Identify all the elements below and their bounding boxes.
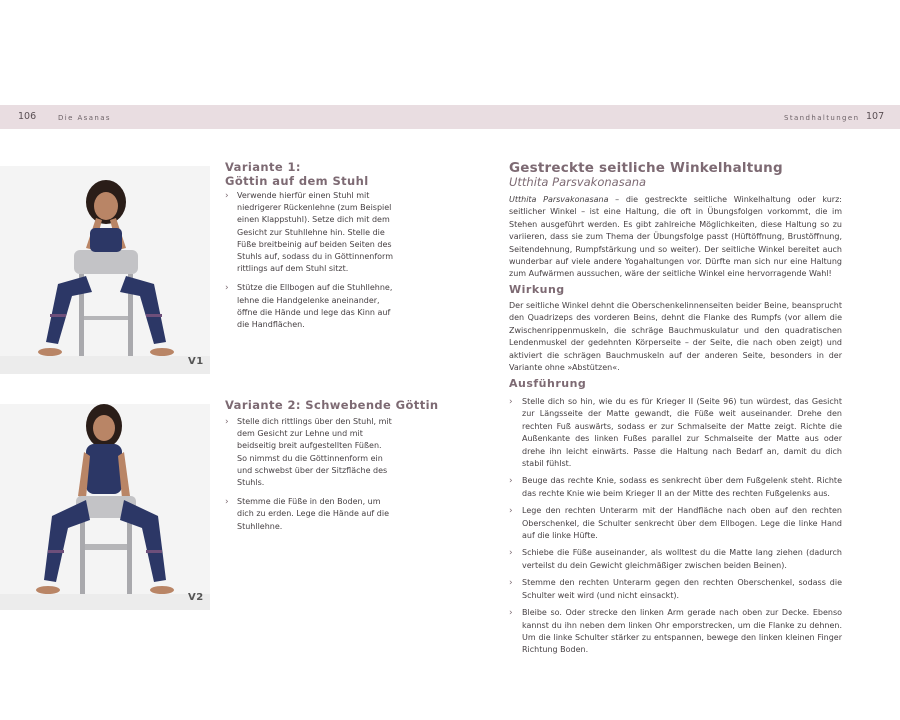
photo-variant-1	[0, 166, 210, 374]
list-item: › Bleibe so. Oder strecke den linken Arm gerade nach oben zur Decke. Ebenso kannst du ihn neben dem linken Ohr emporstrecken, um die Flanke zu dehnen. Um die linke Schulter stärker zu entspannen, bewege den linken kleinen Finger Richtung Boden.	[509, 607, 842, 657]
variant-1-steps	[225, 190, 393, 338]
ausfuehrung-steps	[509, 396, 842, 662]
goddess-chair-figure-2	[0, 404, 210, 610]
list-item: › Verwende hierfür einen Stuhl mit niedrigerer Rückenlehne (zum Beispiel einen Klappstuhl). Setze dich mit dem Gesicht zur Stuhllehne hin. Stelle die Füße breitbeinig auf beiden Seiten des Stuhls auf, sodass du in Göttinnenform rittlings auf dem Stuhl sitzt.	[225, 190, 393, 275]
list-item: › Lege den rechten Unterarm mit der Handfläche nach oben auf den rechten Oberschenkel, die Schulter senkrecht über dem Ellbogen. Lege die linke Hand auf die linke Hüfte.	[509, 505, 842, 542]
list-item: › Stemme den rechten Unterarm gegen den rechten Oberschenkel, sodass die Schulter weit wird (und nicht einsackt).	[509, 577, 842, 602]
variant-1-title-line2: Göttin auf dem Stuhl	[225, 174, 369, 188]
right-page-number: 107	[866, 111, 885, 122]
intro-paragraph	[509, 194, 842, 281]
list-item: › Beuge das rechte Knie, sodass es senkrecht über dem Fußgelenk steht. Richte das rechte Knie wie beim Krieger II an der Mitte des rechten Fußgelenks aus.	[509, 475, 842, 500]
header-band	[0, 105, 900, 129]
variant-2-steps	[225, 416, 393, 540]
wirkung-paragraph: Der seitliche Winkel dehnt die Oberschenkelinnenseiten beider Beine, beansprucht den Quadrizeps des vorderen Beins, dehnt die Flanke des Rumpfs (vor allem die Zwischenrippenmuskeln, die schräge Bauchmuskulatur und den quadratischen Lendenmuskel der gedehnten Körperseite – der Seite, die nach oben zeigt) und aktiviert die schrägen Bauchmuskeln auf der anderen Seite, besonders in der Variante ohne »Abstützen«.	[509, 301, 842, 373]
photo-label-v1: V1	[188, 356, 204, 367]
ausfuehrung-heading: Ausführung	[509, 377, 587, 390]
wirkung-heading: Wirkung	[509, 283, 565, 296]
list-item: › Stelle dich so hin, wie du es für Krieger II (Seite 96) tun würdest, das Gesicht zur Längsseite der Matte gewandt, die Füße weit auseinander. Drehe den rechten Fuß auswärts, sodass er zur Schmalseite der Matte zeigt. Richte die Außenkante des linken Fußes parallel zur Schmalseite der Matte aus oder drehe ihn leicht einwärts. Passe die Haltung nach Bedarf an, damit du dich stabil fühlst.	[509, 396, 842, 470]
photo-label-v2: V2	[188, 592, 204, 603]
left-page-number: 106	[18, 111, 37, 122]
intro-text: – die gestreckte seitliche Winkelhaltung oder kurz: seitlicher Winkel – ist eine Haltung, die oft in Übungsfolgen vorkommt, die im Stehen ausgeführt werden. Es gibt zahlreiche Möglichkeiten, diese Haltung so zu variieren, dass sie zum Thema der Übungsfolge passt (Hüftöffnung, Brustöffnung, Seitendehnung, Rumpfstärkung und so weiter). Der seitliche Winkel bereitet auch wunderbar auf viele andere Yogahaltungen vor. Dürfte man sich nur eine Haltung zum Aufwärmen aussuchen, wäre der seitliche Winkel eine hervorragende Wahl!	[509, 195, 842, 279]
intro-italic: Utthita Parsvakonasana	[509, 195, 609, 204]
variant-1-title	[225, 160, 369, 188]
right-running-head: Standhaltungen	[784, 114, 860, 122]
page-subtitle: Utthita Parsvakonasana	[509, 175, 647, 189]
left-running-head: Die Asanas	[58, 114, 111, 122]
variant-2-title: Variante 2: Schwebende Göttin	[225, 398, 439, 412]
list-item: › Stemme die Füße in den Boden, um dich zu erden. Lege die Hände auf die Stuhllehne.	[225, 496, 393, 533]
list-item: › Stelle dich rittlings über den Stuhl, mit dem Gesicht zur Lehne und mit beidseitig breit aufgestellten Füßen. So nimmst du die Göttinnenform ein und schwebst über der Sitzfläche des Stuhls.	[225, 416, 393, 489]
photo-variant-2	[0, 404, 210, 610]
variant-1-title-line1: Variante 1:	[225, 160, 301, 174]
list-item: › Schiebe die Füße auseinander, als wolltest du die Matte lang ziehen (dadurch verteilst du dein Gewicht gleichmäßiger zwischen beiden Beinen).	[509, 547, 842, 572]
goddess-chair-figure-1	[0, 166, 210, 374]
list-item: › Stütze die Ellbogen auf die Stuhllehne, lehne die Handgelenke aneinander, öffne die Hände und lege das Kinn auf die Handflächen.	[225, 282, 393, 331]
page-title: Gestreckte seitliche Winkelhaltung	[509, 160, 783, 176]
